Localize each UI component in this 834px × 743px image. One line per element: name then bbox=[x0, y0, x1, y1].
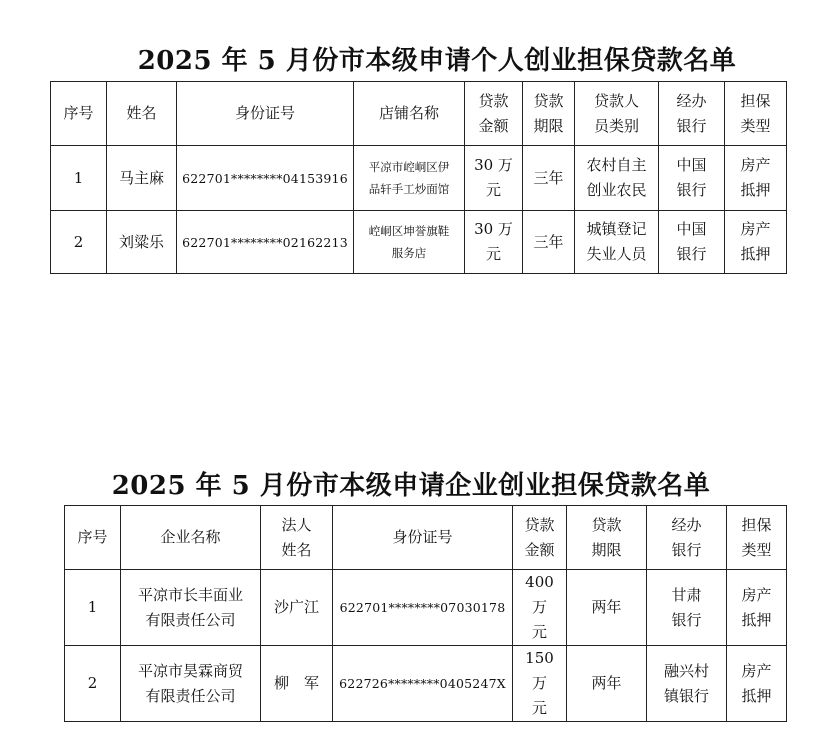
cell-amount: 30 万 元 bbox=[465, 146, 523, 211]
cell-seq: 2 bbox=[65, 646, 121, 722]
header-seq: 序号 bbox=[51, 82, 107, 146]
table-row bbox=[51, 211, 787, 274]
cell-guarantee: 房产 抵押 bbox=[727, 570, 787, 646]
header-guarantee: 担保 类型 bbox=[727, 506, 787, 570]
cell-borrower-type: 农村自主 创业农民 bbox=[575, 146, 659, 211]
header-legal-person: 法人 姓名 bbox=[261, 506, 333, 570]
header-guarantee: 担保 类型 bbox=[725, 82, 787, 146]
table-header-row bbox=[51, 82, 787, 146]
cell-shop: 平凉市崆峒区伊 品轩手工炒面馆 bbox=[354, 146, 465, 211]
header-seq: 序号 bbox=[65, 506, 121, 570]
cell-name: 刘粱乐 bbox=[107, 211, 177, 274]
cell-guarantee: 房产 抵押 bbox=[725, 146, 787, 211]
cell-id: 622701********04153916 bbox=[177, 146, 354, 211]
cell-bank: 中国 银行 bbox=[659, 146, 725, 211]
header-name: 姓名 bbox=[107, 82, 177, 146]
cell-term: 三年 bbox=[523, 146, 575, 211]
cell-bank: 中国 银行 bbox=[659, 211, 725, 274]
header-term: 贷款 期限 bbox=[523, 82, 575, 146]
cell-name: 马主麻 bbox=[107, 146, 177, 211]
cell-bank: 甘肃 银行 bbox=[647, 570, 727, 646]
cell-id: 622701********07030178 bbox=[333, 570, 513, 646]
header-term: 贷款 期限 bbox=[567, 506, 647, 570]
header-amount: 贷款 金额 bbox=[513, 506, 567, 570]
cell-amount: 30 万 元 bbox=[465, 211, 523, 274]
header-company: 企业名称 bbox=[121, 506, 261, 570]
header-amount: 贷款 金额 bbox=[465, 82, 523, 146]
cell-id: 622726********0405247X bbox=[333, 646, 513, 722]
header-bank: 经办 银行 bbox=[647, 506, 727, 570]
enterprise-loan-list-title: 2025 年 5 月份市本级申请企业创业担保贷款名单 bbox=[111, 471, 711, 501]
cell-amount: 150 万 元 bbox=[513, 646, 567, 722]
cell-seq: 2 bbox=[51, 211, 107, 274]
table-header-row bbox=[65, 506, 787, 570]
enterprise-loan-table bbox=[64, 505, 787, 722]
cell-seq: 1 bbox=[51, 146, 107, 211]
header-id: 身份证号 bbox=[333, 506, 513, 570]
cell-seq: 1 bbox=[65, 570, 121, 646]
cell-legal-person: 沙广江 bbox=[261, 570, 333, 646]
cell-id: 622701********02162213 bbox=[177, 211, 354, 274]
header-borrower-type: 贷款人 员类别 bbox=[575, 82, 659, 146]
personal-loan-table bbox=[50, 81, 787, 274]
cell-term: 两年 bbox=[567, 570, 647, 646]
table-row bbox=[65, 570, 787, 646]
header-bank: 经办 银行 bbox=[659, 82, 725, 146]
cell-company: 平凉市长丰面业 有限责任公司 bbox=[121, 570, 261, 646]
cell-shop: 崆峒区坤誉旗鞋 服务店 bbox=[354, 211, 465, 274]
cell-company: 平凉市昊霖商贸 有限责任公司 bbox=[121, 646, 261, 722]
header-id: 身份证号 bbox=[177, 82, 354, 146]
cell-guarantee: 房产 抵押 bbox=[727, 646, 787, 722]
table-row bbox=[51, 146, 787, 211]
cell-legal-person: 柳 军 bbox=[261, 646, 333, 722]
cell-term: 两年 bbox=[567, 646, 647, 722]
cell-borrower-type: 城镇登记 失业人员 bbox=[575, 211, 659, 274]
header-shop: 店铺名称 bbox=[354, 82, 465, 146]
personal-loan-list-title: 2025 年 5 月份市本级申请个人创业担保贷款名单 bbox=[137, 46, 737, 76]
cell-bank: 融兴村 镇银行 bbox=[647, 646, 727, 722]
cell-guarantee: 房产 抵押 bbox=[725, 211, 787, 274]
cell-amount: 400 万 元 bbox=[513, 570, 567, 646]
cell-term: 三年 bbox=[523, 211, 575, 274]
table-row bbox=[65, 646, 787, 722]
